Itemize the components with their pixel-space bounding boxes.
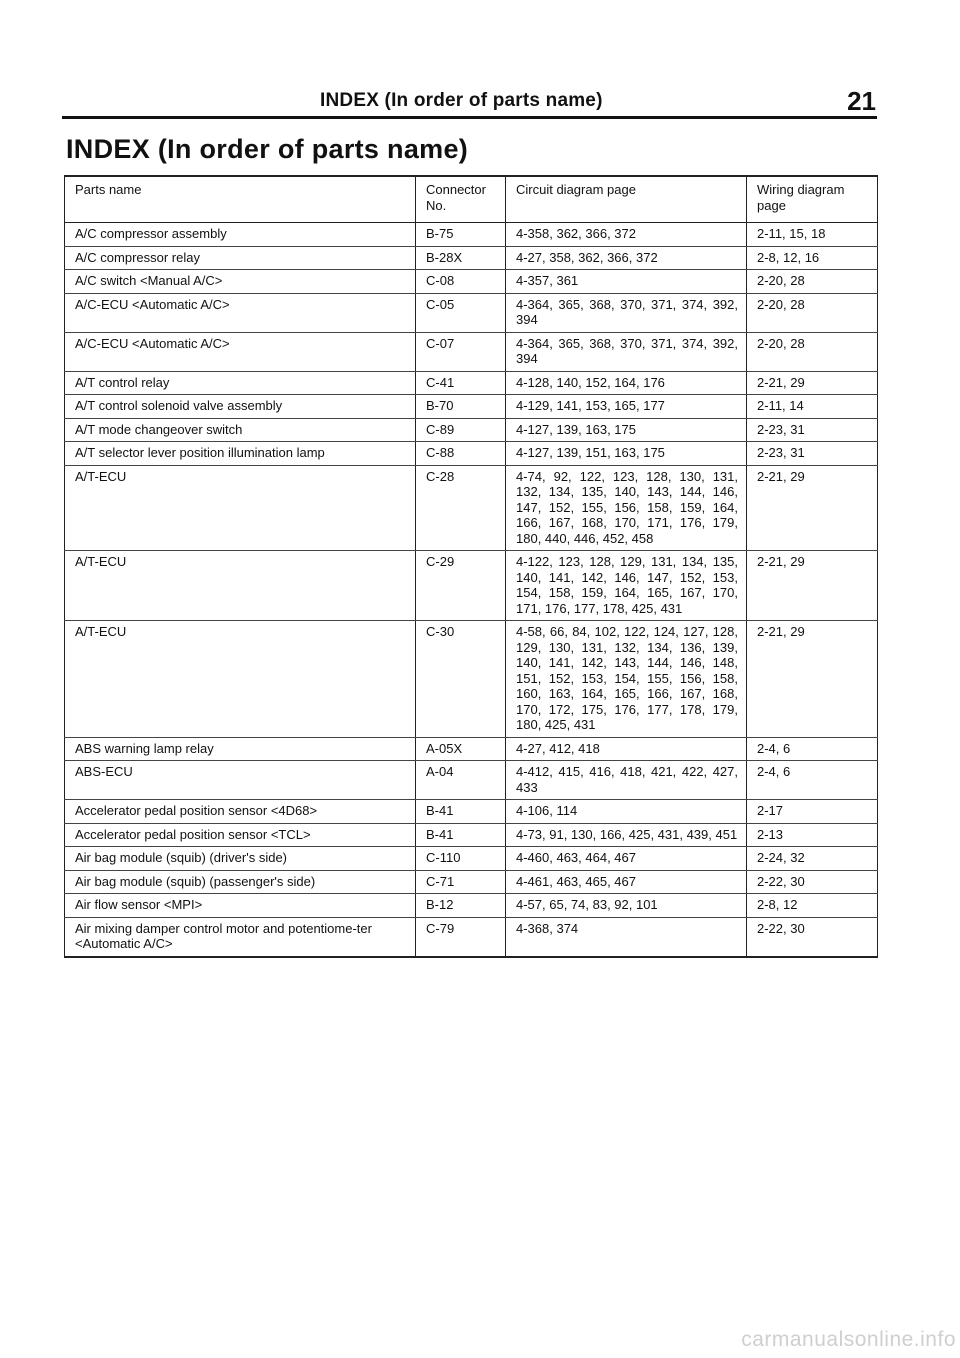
table-row (65, 917, 878, 957)
connector-no-cell: B-41 (416, 823, 506, 847)
parts-name-cell: A/C compressor relay (65, 246, 416, 270)
circuit-diagram-page-cell: 4-127, 139, 163, 175 (506, 418, 747, 442)
connector-no-cell: B-70 (416, 395, 506, 419)
parts-name-cell: Air mixing damper control motor and potentiome-ter <Automatic A/C> (65, 917, 416, 957)
table-row (65, 870, 878, 894)
connector-no-cell: C-110 (416, 847, 506, 871)
wiring-diagram-page-cell: 2-22, 30 (747, 870, 878, 894)
connector-no-cell: A-05X (416, 737, 506, 761)
parts-name-cell: A/T-ECU (65, 551, 416, 621)
circuit-diagram-page-cell: 4-127, 139, 151, 163, 175 (506, 442, 747, 466)
wiring-diagram-page-cell: 2-23, 31 (747, 442, 878, 466)
connector-no-cell: B-12 (416, 894, 506, 918)
wiring-diagram-page-cell: 2-22, 30 (747, 917, 878, 957)
wiring-diagram-page-cell: 2-23, 31 (747, 418, 878, 442)
circuit-diagram-page-cell: 4-128, 140, 152, 164, 176 (506, 371, 747, 395)
circuit-diagram-page-cell: 4-364, 365, 368, 370, 371, 374, 392, 394 (506, 332, 747, 371)
connector-no-cell: C-29 (416, 551, 506, 621)
circuit-diagram-page-cell: 4-129, 141, 153, 165, 177 (506, 395, 747, 419)
circuit-diagram-page-cell: 4-357, 361 (506, 270, 747, 294)
wiring-diagram-page-cell: 2-21, 29 (747, 621, 878, 738)
parts-name-cell: A/C compressor assembly (65, 223, 416, 247)
circuit-diagram-page-cell: 4-27, 412, 418 (506, 737, 747, 761)
table-row (65, 270, 878, 294)
running-title: INDEX (In order of parts name) (320, 90, 603, 111)
connector-no-cell: C-71 (416, 870, 506, 894)
watermark: carmanualsonline.info (741, 1328, 956, 1351)
parts-name-cell: A/T mode changeover switch (65, 418, 416, 442)
connector-no-cell: C-05 (416, 293, 506, 332)
column-header-wiring-diagram-page: Wiring diagram page (747, 176, 878, 223)
header-rule (62, 116, 877, 119)
circuit-diagram-page-cell: 4-364, 365, 368, 370, 371, 374, 392, 394 (506, 293, 747, 332)
circuit-diagram-page-cell: 4-461, 463, 465, 467 (506, 870, 747, 894)
parts-name-cell: Accelerator pedal position sensor <4D68> (65, 800, 416, 824)
table-row (65, 761, 878, 800)
parts-name-cell: ABS-ECU (65, 761, 416, 800)
wiring-diagram-page-cell: 2-21, 29 (747, 465, 878, 551)
connector-no-cell: C-88 (416, 442, 506, 466)
parts-name-cell: Air bag module (squib) (driver's side) (65, 847, 416, 871)
circuit-diagram-page-cell: 4-74, 92, 122, 123, 128, 130, 131, 132, 134, 135, 140, 143, 144, 146, 147, 152, 155, 156, 158, 159, 164, 166, 167, 168, 170, 171, 176, 179, 180, 440, 446, 452, 458 (506, 465, 747, 551)
column-header-connector-no: Connector No. (416, 176, 506, 223)
table-row (65, 800, 878, 824)
connector-no-cell: C-30 (416, 621, 506, 738)
wiring-diagram-page-cell: 2-8, 12 (747, 894, 878, 918)
table-header-row (65, 176, 878, 223)
connector-no-cell: C-07 (416, 332, 506, 371)
parts-name-cell: Accelerator pedal position sensor <TCL> (65, 823, 416, 847)
table-row (65, 621, 878, 738)
circuit-diagram-page-cell: 4-106, 114 (506, 800, 747, 824)
wiring-diagram-page-cell: 2-13 (747, 823, 878, 847)
connector-no-cell: C-28 (416, 465, 506, 551)
parts-name-cell: A/T selector lever position illumination lamp (65, 442, 416, 466)
parts-name-cell: ABS warning lamp relay (65, 737, 416, 761)
circuit-diagram-page-cell: 4-58, 66, 84, 102, 122, 124, 127, 128, 129, 130, 131, 132, 134, 136, 139, 140, 141, 142, 143, 144, 146, 148, 151, 152, 153, 154, 155, 156, 158, 160, 163, 164, 165, 166, 167, 168, 170, 172, 175, 176, 177, 178, 179, 180, 425, 431 (506, 621, 747, 738)
wiring-diagram-page-cell: 2-20, 28 (747, 332, 878, 371)
wiring-diagram-page-cell: 2-8, 12, 16 (747, 246, 878, 270)
wiring-diagram-page-cell: 2-11, 14 (747, 395, 878, 419)
wiring-diagram-page-cell: 2-24, 32 (747, 847, 878, 871)
section-title: INDEX (In order of parts name) (66, 134, 469, 164)
parts-index-table (64, 175, 878, 958)
wiring-diagram-page-cell: 2-4, 6 (747, 761, 878, 800)
wiring-diagram-page-cell: 2-20, 28 (747, 270, 878, 294)
table-row (65, 332, 878, 371)
circuit-diagram-page-cell: 4-368, 374 (506, 917, 747, 957)
table-row (65, 894, 878, 918)
connector-no-cell: C-89 (416, 418, 506, 442)
circuit-diagram-page-cell: 4-57, 65, 74, 83, 92, 101 (506, 894, 747, 918)
table-row (65, 737, 878, 761)
page-number: 21 (847, 86, 876, 116)
parts-name-cell: A/C-ECU <Automatic A/C> (65, 293, 416, 332)
circuit-diagram-page-cell: 4-460, 463, 464, 467 (506, 847, 747, 871)
connector-no-cell: C-08 (416, 270, 506, 294)
wiring-diagram-page-cell: 2-20, 28 (747, 293, 878, 332)
wiring-diagram-page-cell: 2-11, 15, 18 (747, 223, 878, 247)
parts-name-cell: A/T-ECU (65, 465, 416, 551)
circuit-diagram-page-cell: 4-27, 358, 362, 366, 372 (506, 246, 747, 270)
column-header-parts-name: Parts name (65, 176, 416, 223)
table-row (65, 551, 878, 621)
connector-no-cell: C-41 (416, 371, 506, 395)
running-header (0, 86, 960, 116)
parts-name-cell: A/T control relay (65, 371, 416, 395)
table-row (65, 293, 878, 332)
table-row (65, 371, 878, 395)
circuit-diagram-page-cell: 4-412, 415, 416, 418, 421, 422, 427, 433 (506, 761, 747, 800)
circuit-diagram-page-cell: 4-73, 91, 130, 166, 425, 431, 439, 451 (506, 823, 747, 847)
parts-name-cell: Air bag module (squib) (passenger's side) (65, 870, 416, 894)
connector-no-cell: A-04 (416, 761, 506, 800)
wiring-diagram-page-cell: 2-21, 29 (747, 551, 878, 621)
table-row (65, 465, 878, 551)
connector-no-cell: B-28X (416, 246, 506, 270)
table-row (65, 223, 878, 247)
parts-name-cell: A/T control solenoid valve assembly (65, 395, 416, 419)
connector-no-cell: B-41 (416, 800, 506, 824)
parts-name-cell: A/C switch <Manual A/C> (65, 270, 416, 294)
wiring-diagram-page-cell: 2-4, 6 (747, 737, 878, 761)
connector-no-cell: C-79 (416, 917, 506, 957)
circuit-diagram-page-cell: 4-358, 362, 366, 372 (506, 223, 747, 247)
wiring-diagram-page-cell: 2-21, 29 (747, 371, 878, 395)
parts-name-cell: Air flow sensor <MPI> (65, 894, 416, 918)
connector-no-cell: B-75 (416, 223, 506, 247)
table-row (65, 442, 878, 466)
table-row (65, 395, 878, 419)
circuit-diagram-page-cell: 4-122, 123, 128, 129, 131, 134, 135, 140, 141, 142, 146, 147, 152, 153, 154, 158, 159, 164, 165, 167, 170, 171, 176, 177, 178, 425, 431 (506, 551, 747, 621)
table-body (65, 223, 878, 957)
column-header-circuit-diagram-page: Circuit diagram page (506, 176, 747, 223)
parts-name-cell: A/T-ECU (65, 621, 416, 738)
table-row (65, 847, 878, 871)
parts-name-cell: A/C-ECU <Automatic A/C> (65, 332, 416, 371)
wiring-diagram-page-cell: 2-17 (747, 800, 878, 824)
table-row (65, 418, 878, 442)
table-row (65, 823, 878, 847)
table-row (65, 246, 878, 270)
